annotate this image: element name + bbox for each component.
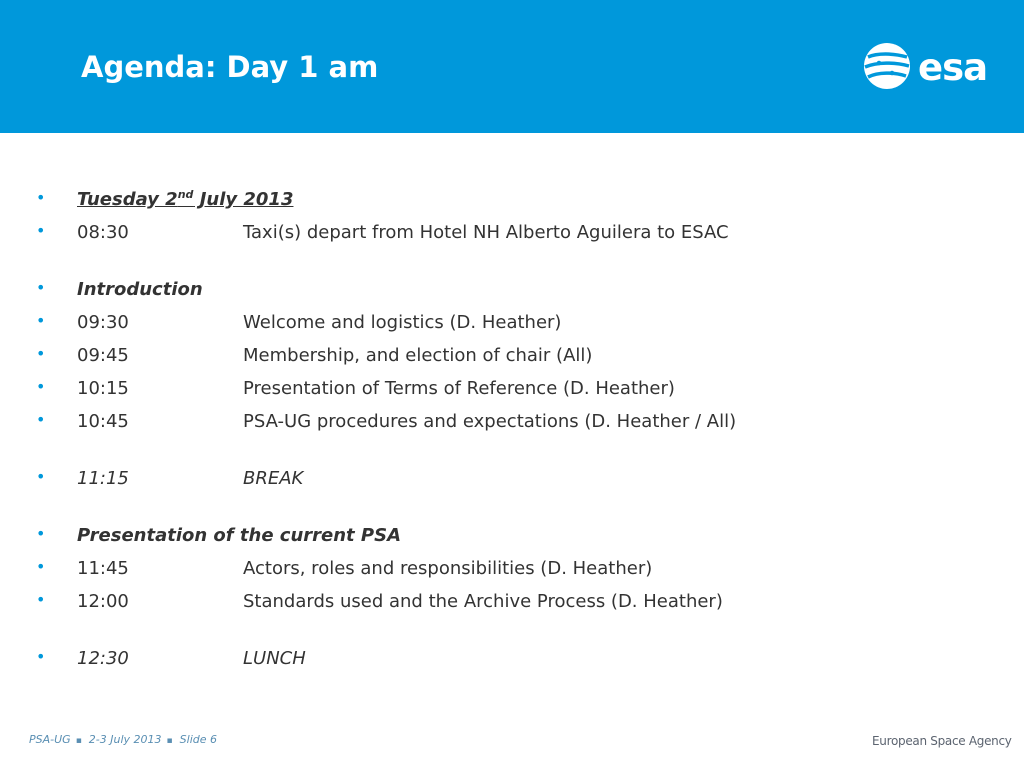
- agenda-row: [36, 642, 996, 675]
- bullet-icon: •: [36, 344, 46, 363]
- bullet-icon: •: [36, 311, 46, 330]
- bullet-icon: •: [36, 590, 46, 609]
- footer-item: Slide 6: [179, 733, 217, 746]
- agenda-row: [36, 462, 996, 495]
- bullet-icon: •: [36, 647, 46, 666]
- esa-logo-text: esa: [918, 46, 988, 89]
- bullet-icon: •: [36, 410, 46, 429]
- agenda-description: Presentation of Terms of Reference (D. Heather): [243, 378, 675, 399]
- esa-globe-icon: [864, 43, 910, 89]
- ordinal-suffix: nd: [177, 188, 194, 201]
- agenda-row: [36, 405, 996, 438]
- agenda-heading: Presentation of the current PSA: [77, 525, 402, 546]
- header-banner: [0, 0, 1024, 133]
- footer-info: [29, 732, 217, 748]
- footer-item: 2-3 July 2013: [88, 733, 162, 746]
- agenda-description: BREAK: [243, 468, 304, 489]
- footer-item: PSA-UG: [29, 733, 71, 746]
- agenda-list: [36, 183, 996, 675]
- agenda-time: 12:30: [77, 648, 129, 669]
- bullet-icon: •: [36, 377, 46, 396]
- agenda-description: LUNCH: [243, 648, 306, 669]
- agenda-description: Welcome and logistics (D. Heather): [243, 312, 562, 333]
- agenda-time: 09:45: [77, 345, 129, 366]
- slide-title: Agenda: Day 1 am: [81, 50, 379, 84]
- footer-separator-icon: ▪: [75, 736, 82, 746]
- agenda-row: [36, 273, 996, 306]
- agenda-row: [36, 552, 996, 585]
- bullet-icon: •: [36, 188, 46, 207]
- agenda-time: 10:45: [77, 411, 129, 432]
- bullet-icon: •: [36, 221, 46, 240]
- agenda-row: [36, 372, 996, 405]
- agenda-row: [36, 339, 996, 372]
- bullet-icon: •: [36, 467, 46, 486]
- agenda-heading: Tuesday 2nd July 2013: [77, 188, 294, 210]
- agenda-row: [36, 216, 996, 249]
- agenda-description: Actors, roles and responsibilities (D. Heather): [243, 558, 653, 579]
- agenda-description: Membership, and election of chair (All): [243, 345, 593, 366]
- bullet-icon: •: [36, 524, 46, 543]
- agenda-time: 10:15: [77, 378, 129, 399]
- agenda-row: [36, 306, 996, 339]
- agenda-row: [36, 585, 996, 618]
- agenda-description: Standards used and the Archive Process (D. Heather): [243, 591, 723, 612]
- agenda-row: [36, 183, 996, 216]
- agenda-description: Taxi(s) depart from Hotel NH Alberto Aguilera to ESAC: [243, 222, 729, 243]
- agenda-time: 11:45: [77, 558, 129, 579]
- agenda-heading: Introduction: [77, 279, 203, 300]
- esa-logo: [863, 40, 1003, 92]
- agency-name: European Space Agency: [872, 734, 1012, 748]
- agenda-description: PSA-UG procedures and expectations (D. Heather / All): [243, 411, 737, 432]
- agenda-time: 11:15: [77, 468, 129, 489]
- bullet-icon: •: [36, 557, 46, 576]
- agenda-time: 12:00: [77, 591, 129, 612]
- bullet-icon: •: [36, 278, 46, 297]
- footer-separator-icon: ▪: [166, 736, 173, 746]
- agenda-row: [36, 519, 996, 552]
- agenda-time: 08:30: [77, 222, 129, 243]
- agenda-time: 09:30: [77, 312, 129, 333]
